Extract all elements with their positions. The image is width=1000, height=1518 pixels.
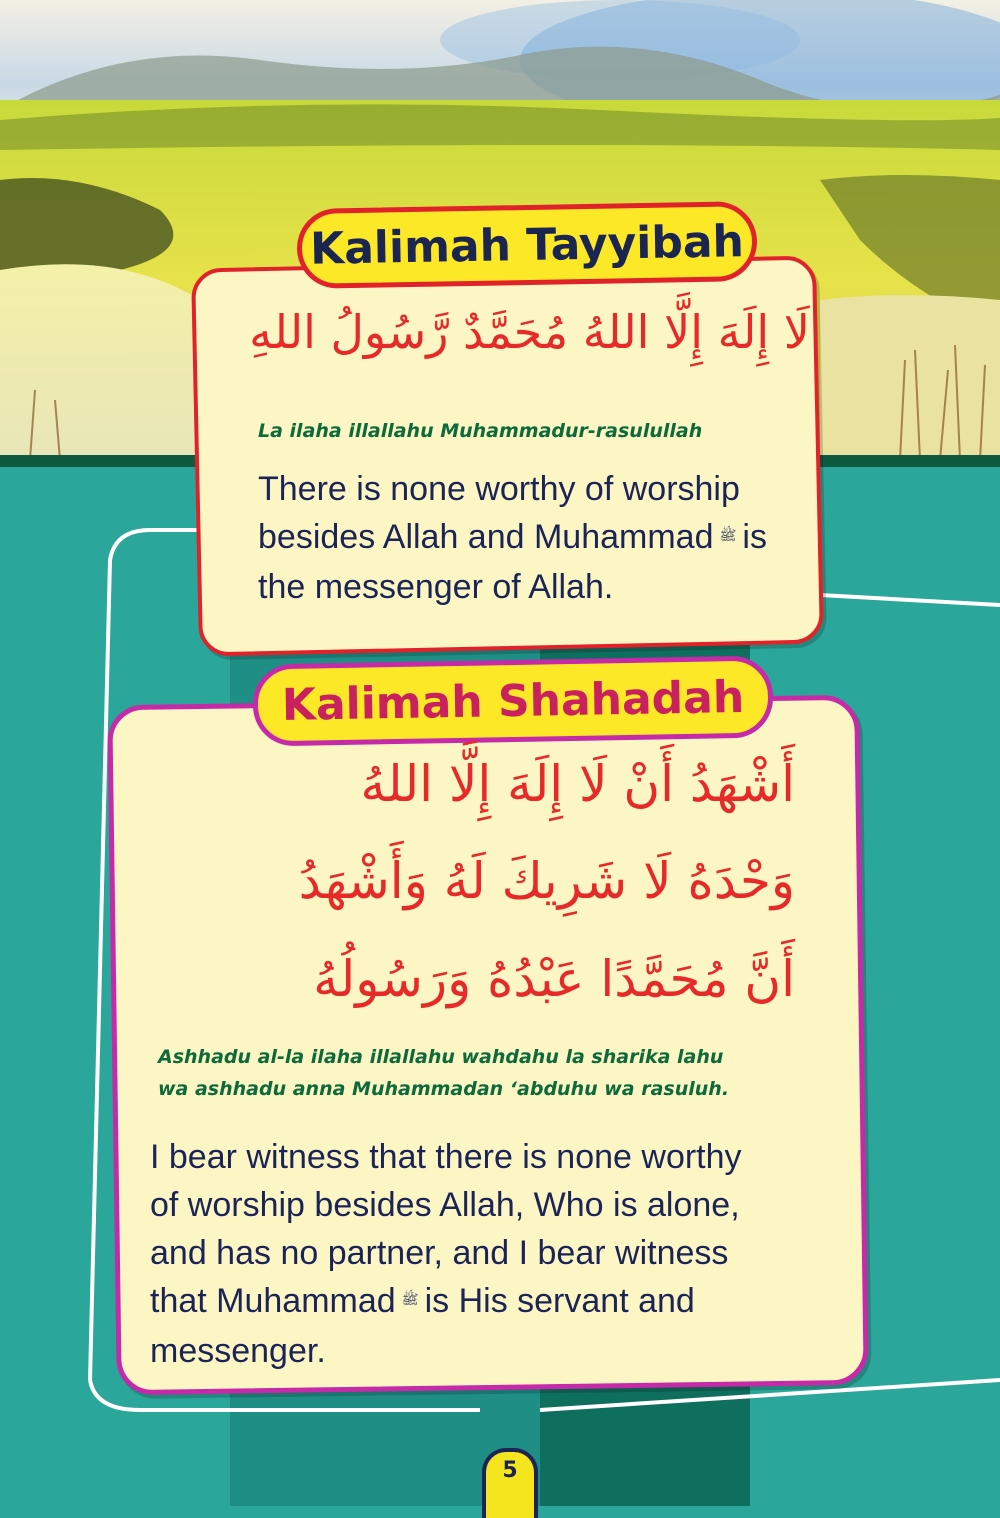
kalimah-tayyibah-arabic: لَا إِلَهَ إِلَّا اللهُ مُحَمَّدٌ رَّسُولُ اللهِ bbox=[249, 305, 810, 359]
english-text: that Muhammad bbox=[150, 1282, 396, 1320]
kalimah-shahadah-transliteration-line-2: wa ashhadu anna Muhammadan ‘abduhu wa rasuluh. bbox=[158, 1078, 730, 1100]
pbuh-calligraphy-icon: ﷺ bbox=[401, 1291, 419, 1308]
page-number: 5 bbox=[482, 1448, 538, 1518]
kalimah-shahadah-english bbox=[150, 1133, 850, 1375]
pbuh-calligraphy-icon: ﷺ bbox=[719, 527, 737, 544]
english-line: There is none worthy of worship bbox=[258, 470, 740, 508]
kalimah-shahadah-arabic-line-3: أَنَّ مُحَمَّدًا عَبْدُهُ وَرَسُولُهُ bbox=[313, 950, 795, 1008]
english-line: messenger. bbox=[150, 1332, 326, 1371]
english-text: is bbox=[742, 518, 767, 556]
english-text: besides Allah and Muhammad bbox=[258, 518, 714, 556]
kalimah-tayyibah-title: Kalimah Tayyibah bbox=[296, 201, 757, 289]
kalimah-shahadah-arabic-line-1: أَشْهَدُ أَنْ لَا إِلَهَ إِلَّا اللهُ bbox=[360, 755, 795, 813]
kalimah-shahadah-arabic-line-2: وَحْدَهُ لَا شَرِيكَ لَهُ وَأَشْهَدُ bbox=[298, 852, 795, 910]
kalimah-shahadah-transliteration-line-1: Ashhadu al-la ilaha illallahu wahdahu la sharika lahu bbox=[158, 1046, 724, 1068]
kalimah-tayyibah-english bbox=[258, 465, 828, 611]
english-text: is His servant and bbox=[424, 1282, 695, 1320]
english-line: I bear witness that there is none worthy bbox=[150, 1138, 742, 1176]
english-line: the messenger of Allah. bbox=[258, 568, 614, 607]
english-line: of worship besides Allah, Who is alone, bbox=[150, 1186, 740, 1224]
english-line bbox=[150, 1277, 850, 1327]
english-line bbox=[258, 513, 828, 563]
kalimah-shahadah-title: Kalimah Shahadah bbox=[252, 655, 773, 746]
english-line: and has no partner, and I bear witness bbox=[150, 1234, 729, 1272]
kalimah-tayyibah-transliteration: La ilaha illallahu Muhammadur-rasulullah bbox=[258, 420, 703, 442]
